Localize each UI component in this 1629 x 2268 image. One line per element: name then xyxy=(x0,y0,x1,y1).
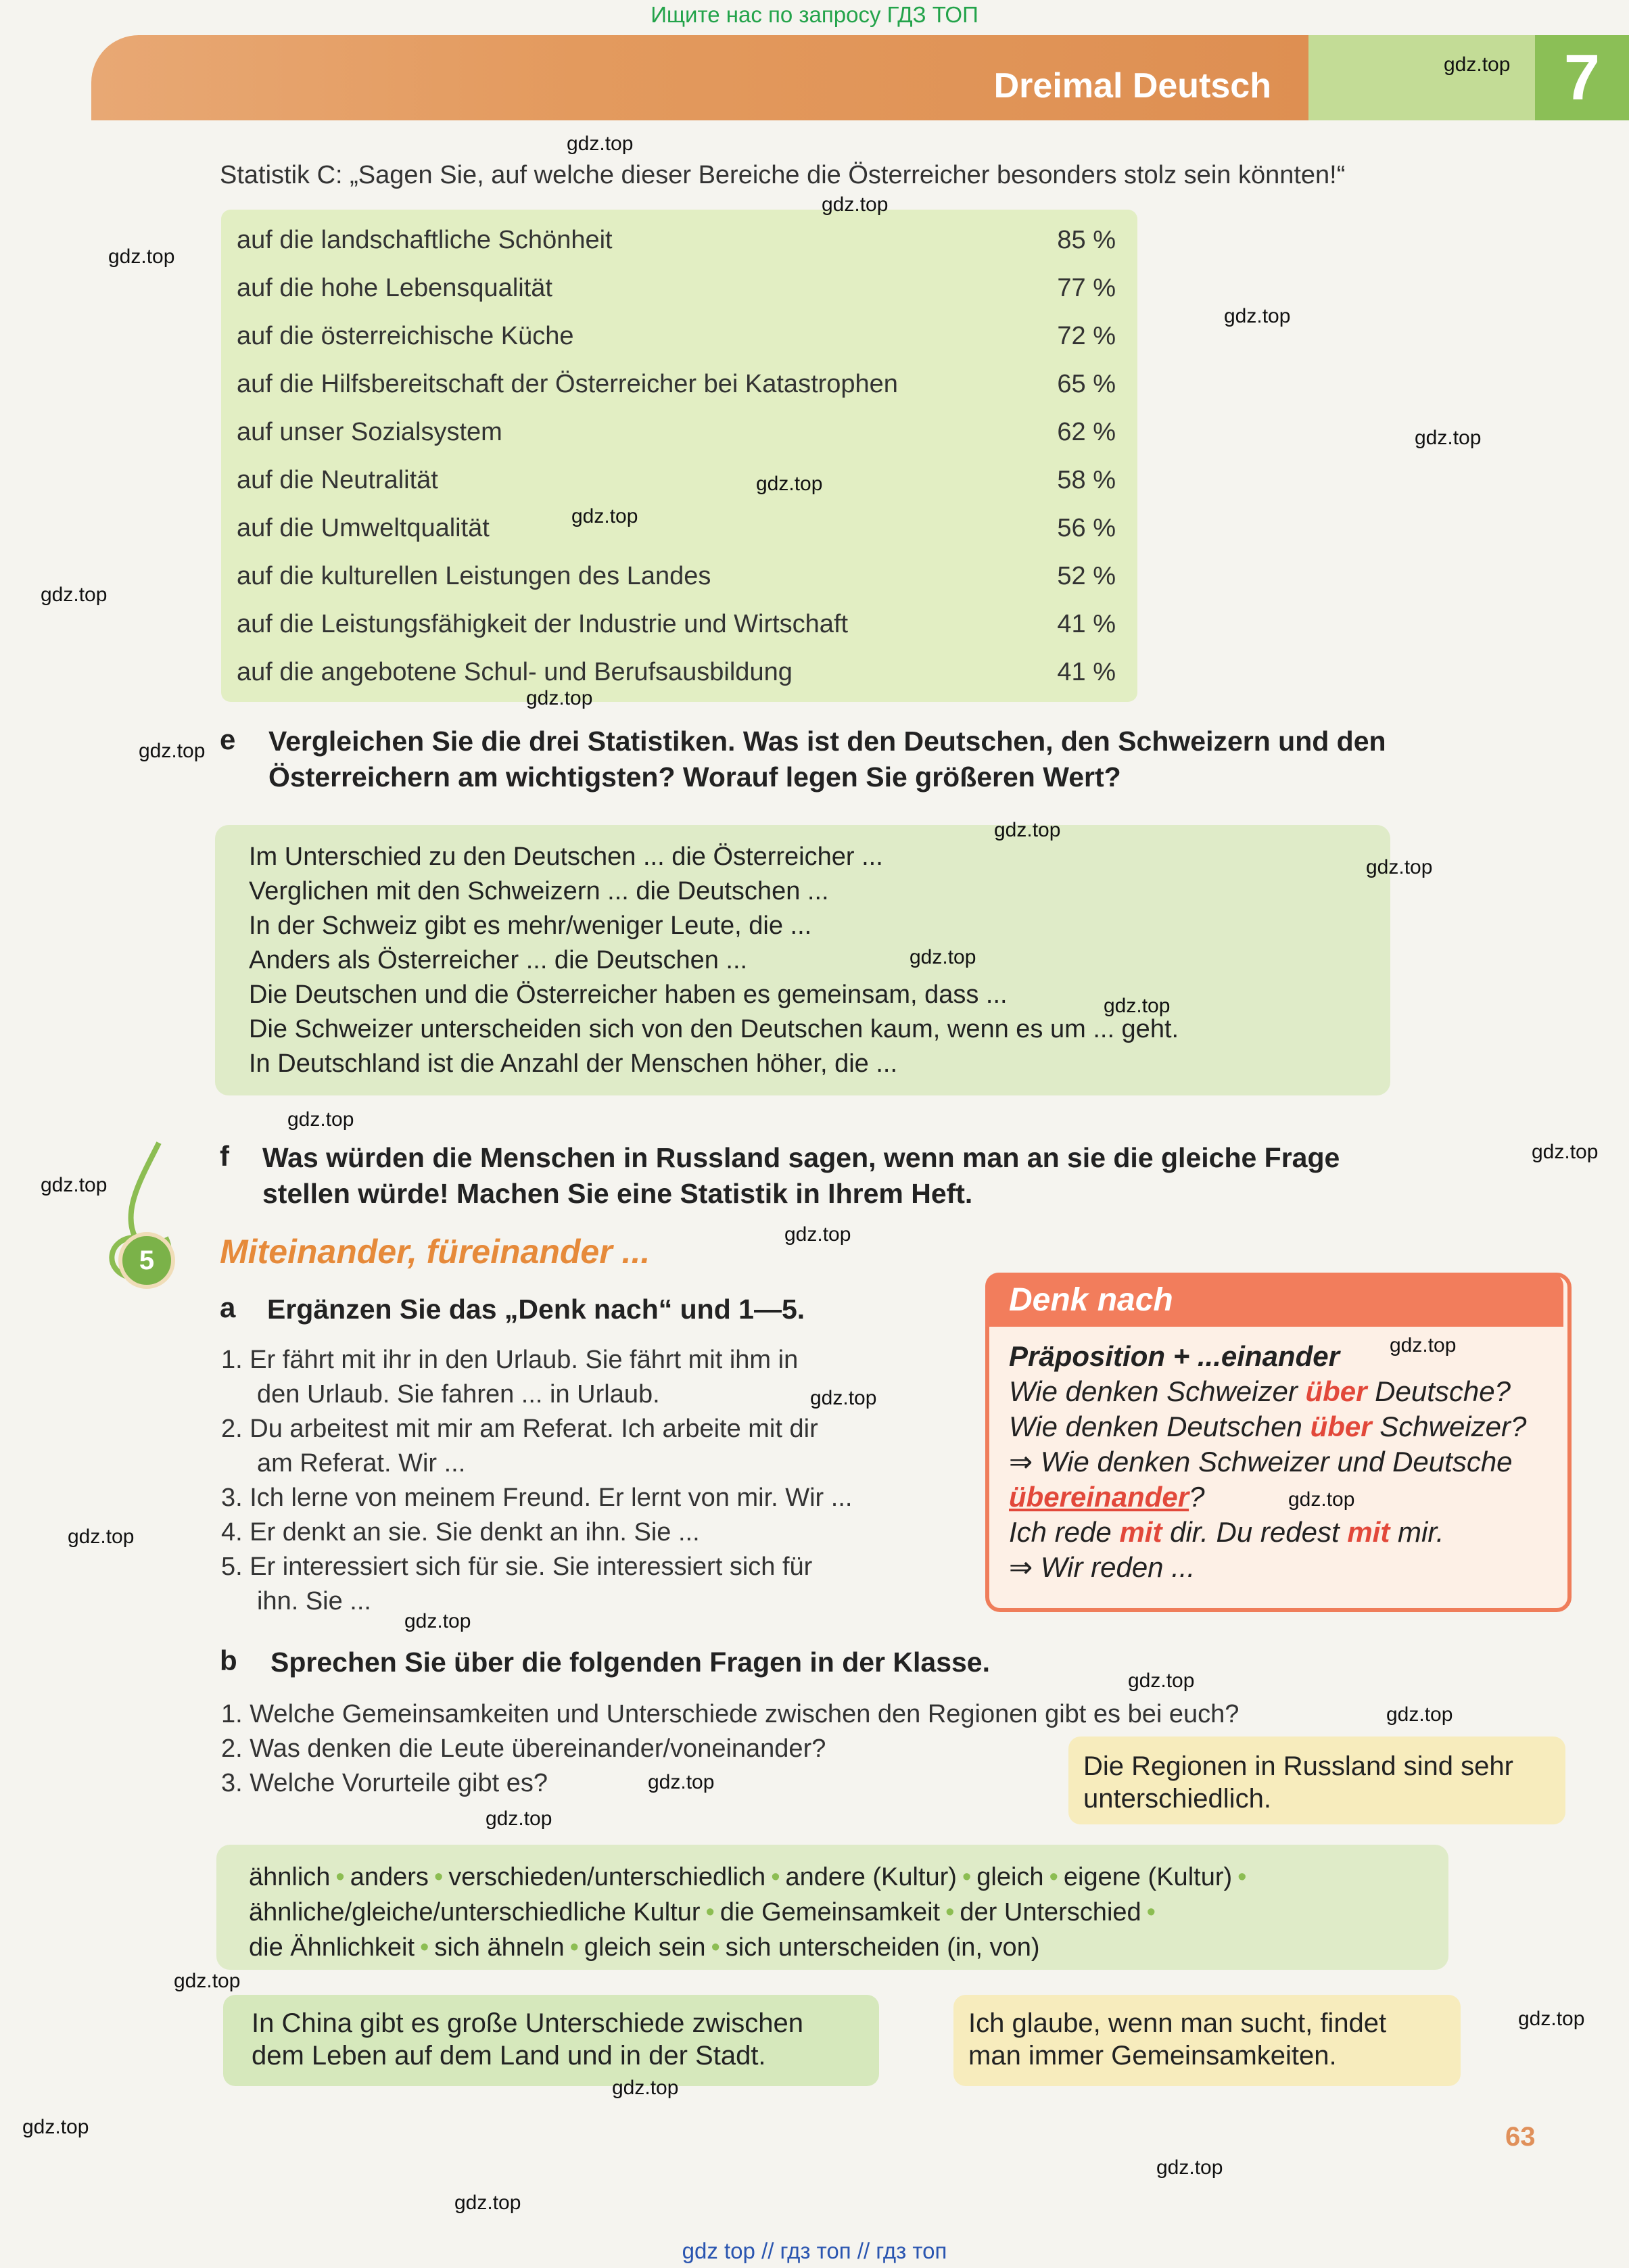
watermark: gdz.top xyxy=(1128,1670,1195,1692)
watermark: gdz.top xyxy=(571,505,638,527)
denk-subtitle: Präposition + ...einander xyxy=(1009,1340,1340,1372)
stat-row: auf die hohe Lebensqualität 77 % xyxy=(237,274,1116,302)
list-item: ihn. Sie ... xyxy=(257,1587,371,1615)
stat-row: auf die landschaftliche Schönheit 85 % xyxy=(237,226,1116,254)
denk-nach-title: Denk nach xyxy=(1009,1282,1173,1318)
denk-line: ⇒ Wie denken Schweizer und Deutsche xyxy=(1009,1446,1513,1478)
list-item: 3. Welche Vorurteile gibt es? xyxy=(221,1769,548,1797)
task-f-line1: Was würden die Menschen in Russland sagen, wenn man an sie die gleiche Frage xyxy=(262,1142,1340,1173)
watermark: gdz.top xyxy=(1366,856,1433,878)
task-b-letter: b xyxy=(220,1645,237,1676)
phrase-item: Im Unterschied zu den Deutschen ... die Österreicher ... xyxy=(249,843,883,871)
watermark: gdz.top xyxy=(139,740,206,762)
phrase-item: In der Schweiz gibt es mehr/weniger Leute, die ... xyxy=(249,912,812,940)
watermark: gdz.top xyxy=(1104,995,1171,1017)
bubble-china-line2: dem Leben auf dem Land und in der Stadt. xyxy=(252,2041,766,2071)
phrase-item: Die Deutschen und die Österreicher haben es gemeinsam, dass ... xyxy=(249,981,1008,1009)
watermark: gdz.top xyxy=(1224,305,1291,327)
list-item: 2. Was denken die Leute übereinander/voneinander? xyxy=(221,1734,826,1763)
stat-row: auf unser Sozialsystem 62 % xyxy=(237,418,1116,446)
watermark: gdz.top xyxy=(1415,427,1482,449)
stat-row: auf die angebotene Schul- und Berufsausbildung 41 % xyxy=(237,658,1116,686)
list-item: 1. Er fährt mit ihr in den Urlaub. Sie fährt mit ihm in xyxy=(221,1346,799,1374)
bubble-china-line1: In China gibt es große Unterschiede zwischen xyxy=(252,2008,803,2038)
list-item: 4. Er denkt an sie. Sie denkt an ihn. Sie ... xyxy=(221,1518,700,1546)
watermark: gdz.top xyxy=(41,584,108,606)
denk-line: übereinander? xyxy=(1009,1481,1205,1513)
stat-row: auf die österreichische Küche 72 % xyxy=(237,322,1116,350)
watermark: gdz.top xyxy=(810,1387,877,1409)
stat-row: auf die Umweltqualität 56 % xyxy=(237,514,1116,542)
list-item: den Urlaub. Sie fahren ... in Urlaub. xyxy=(257,1380,660,1409)
section-heading: Miteinander, füreinander ... xyxy=(220,1233,651,1271)
watermark: gdz.top xyxy=(1532,1141,1599,1163)
stat-row: auf die Hilfsbereitschaft der Österreicher bei Katastrophen 65 % xyxy=(237,370,1116,398)
stat-row: auf die kulturellen Leistungen des Landes 52 % xyxy=(237,562,1116,590)
watermark: gdz.top xyxy=(22,2116,89,2138)
watermark: gdz.top xyxy=(994,819,1061,841)
watermark: gdz.top xyxy=(1156,2156,1223,2179)
watermark: gdz.top xyxy=(287,1108,354,1131)
task-f-line2: stellen würde! Machen Sie eine Statistik in Ihrem Heft. xyxy=(262,1178,973,1209)
statistic-c-title: Statistik C: „Sagen Sie, auf welche dieser Bereiche die Österreicher besonders stolz sein könnten!“ xyxy=(220,161,1346,189)
watermark: gdz.top xyxy=(910,946,976,968)
watermark: gdz.top xyxy=(174,1970,241,1992)
watermark: gdz.top xyxy=(756,473,823,495)
watermark: gdz.top xyxy=(1288,1488,1355,1511)
watermark: gdz.top xyxy=(486,1808,552,1830)
phrase-item: Verglichen mit den Schweizern ... die Deutschen ... xyxy=(249,877,829,905)
bubble-russia-line2: unterschiedlich. xyxy=(1083,1784,1271,1814)
vocabulary-row: ähnliche/gleiche/unterschiedliche Kultur • die Gemeinsamkeit • der Unterschied • xyxy=(249,1898,1156,1927)
task-b-title: Sprechen Sie über die folgenden Fragen in der Klasse. xyxy=(270,1647,990,1678)
list-item: 1. Welche Gemeinsamkeiten und Unterschiede zwischen den Regionen gibt es bei euch? xyxy=(221,1700,1240,1728)
watermark: gdz.top xyxy=(1390,1334,1457,1356)
phrase-item: Die Schweizer unterscheiden sich von den Deutschen kaum, wenn es um ... geht. xyxy=(249,1015,1179,1043)
watermark: gdz.top xyxy=(404,1610,471,1632)
chapter-title: Dreimal Deutsch xyxy=(993,66,1271,105)
watermark: gdz.top xyxy=(1386,1703,1453,1726)
page-number: 63 xyxy=(1505,2122,1536,2152)
list-item: am Referat. Wir ... xyxy=(257,1449,466,1478)
header-green-strip xyxy=(1308,35,1535,120)
watermark: gdz.top xyxy=(612,2077,679,2099)
watermark: gdz.top xyxy=(108,245,175,268)
bottom-links[interactable]: gdz top // гдз топ // гдз топ xyxy=(682,2238,947,2263)
bubble-glaube-line2: man immer Gemeinsamkeiten. xyxy=(968,2041,1337,2071)
chapter-number: 7 xyxy=(1535,35,1629,120)
denk-line: Wie denken Schweizer über Deutsche? xyxy=(1009,1375,1511,1407)
denk-line: Ich rede mit dir. Du redest mit mir. xyxy=(1009,1516,1444,1548)
task-f-letter: f xyxy=(220,1140,229,1172)
list-item: 2. Du arbeitest mit mir am Referat. Ich arbeite mit dir xyxy=(221,1415,818,1443)
list-item: 3. Ich lerne von meinem Freund. Er lernt von mir. Wir ... xyxy=(221,1484,853,1512)
denk-line: Wie denken Deutschen über Schweizer? xyxy=(1009,1411,1527,1442)
task-e-line1: Vergleichen Sie die drei Statistiken. Was ist den Deutschen, den Schweizern und den xyxy=(268,726,1386,757)
task-e-line2: Österreichern am wichtigsten? Worauf legen Sie größeren Wert? xyxy=(268,761,1121,793)
task-e-letter: e xyxy=(220,724,236,755)
watermark: gdz.top xyxy=(1518,2008,1585,2030)
watermark: gdz.top xyxy=(41,1174,108,1196)
watermark: gdz.top xyxy=(454,2192,521,2214)
section-number-badge: 5 xyxy=(118,1232,175,1289)
task-a-letter: a xyxy=(220,1292,236,1323)
vocabulary-row: ähnlich • anders • verschieden/unterschiedlich • andere (Kultur) • gleich • eigene (Kultur) • xyxy=(249,1863,1247,1891)
bubble-russia-line1: Die Regionen in Russland sind sehr xyxy=(1083,1751,1513,1781)
bubble-glaube-line1: Ich glaube, wenn man sucht, findet xyxy=(968,2008,1387,2038)
watermark: gdz.top xyxy=(784,1223,851,1246)
stat-row: auf die Leistungsfähigkeit der Industrie und Wirtschaft 41 % xyxy=(237,610,1116,638)
phrase-item: In Deutschland ist die Anzahl der Menschen höher, die ... xyxy=(249,1049,898,1078)
task-a-title: Ergänzen Sie das „Denk nach“ und 1—5. xyxy=(267,1294,805,1325)
top-search-hint[interactable]: Ищите нас по запросу ГДЗ ТОП xyxy=(651,2,978,27)
watermark: gdz.top xyxy=(822,193,889,216)
watermark: gdz.top xyxy=(526,687,593,709)
watermark: gdz.top xyxy=(68,1526,135,1548)
list-item: 5. Er interessiert sich für sie. Sie interessiert sich für xyxy=(221,1553,813,1581)
stat-row: auf die Neutralität 58 % xyxy=(237,466,1116,494)
watermark: gdz.top xyxy=(648,1771,715,1793)
watermark: gdz.top xyxy=(1444,53,1511,76)
phrase-item: Anders als Österreicher ... die Deutschen ... xyxy=(249,946,748,974)
denk-line: ⇒ Wir reden ... xyxy=(1009,1551,1196,1583)
watermark: gdz.top xyxy=(567,133,634,155)
vocabulary-row: die Ähnlichkeit • sich ähneln • gleich sein • sich unterscheiden (in, von) xyxy=(249,1933,1040,1962)
